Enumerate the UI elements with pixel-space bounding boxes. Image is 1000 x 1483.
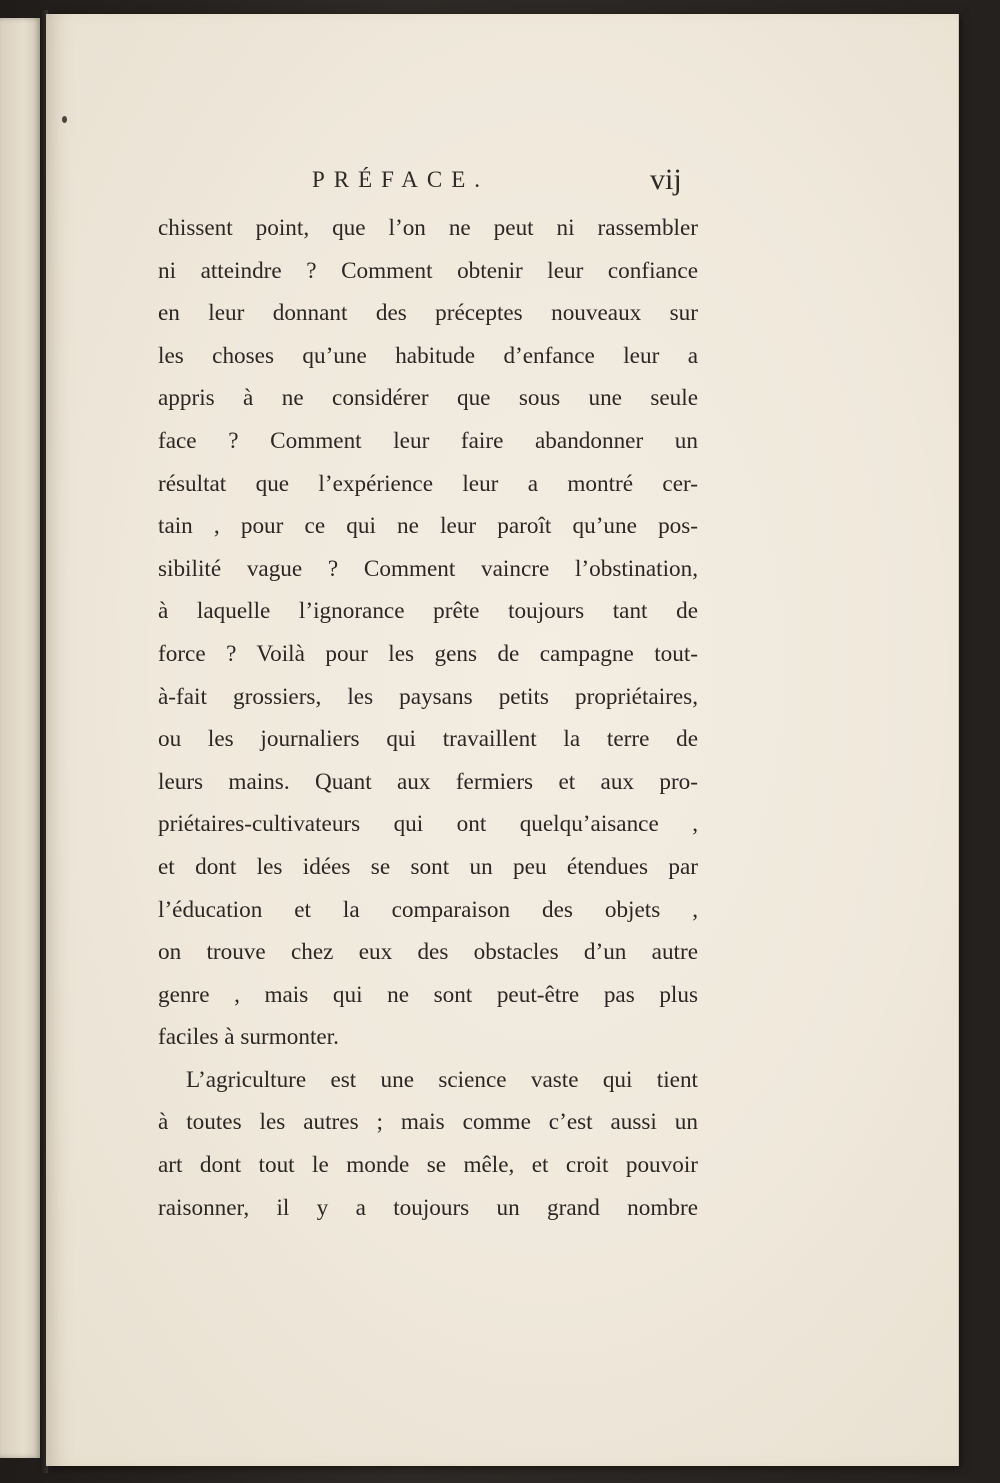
left-page-edge (0, 18, 44, 1458)
paragraph-2 (158, 1059, 698, 1229)
text-line: à toutes les autres ; mais comme c’est aussi un (158, 1109, 698, 1136)
text-line: résultat que l’expérience leur a montré cer- (158, 470, 698, 497)
body-text (158, 207, 698, 1229)
ink-speck (62, 116, 67, 123)
text-line: chissent point, que l’on ne peut ni rassembler (158, 215, 698, 241)
text-line: ou les journaliers qui travaillent la terre de (158, 726, 698, 753)
text-line: à-fait grossiers, les paysans petits propriétaires, (158, 683, 698, 710)
book-page (46, 14, 959, 1466)
text-line: genre , mais qui ne sont peut-être pas plus (158, 981, 698, 1008)
text-line: tain , pour ce qui ne leur paroît qu’une pos- (158, 513, 698, 540)
text-line: on trouve chez eux des obstacles d’un autre (158, 939, 698, 966)
text-line: art dont tout le monde se mêle, et croit pouvoir (158, 1152, 698, 1179)
text-line: priétaires-cultivateurs qui ont quelqu’aisance , (158, 811, 698, 838)
text-line: en leur donnant des préceptes nouveaux sur (158, 300, 698, 327)
text-line: ni atteindre ? Comment obtenir leur confiance (158, 257, 698, 284)
page-number: vij (650, 163, 682, 196)
text-line: faciles à surmonter. (158, 1024, 339, 1051)
paragraph-1 (158, 207, 698, 1059)
text-line: sibilité vague ? Comment vaincre l’obstination, (158, 555, 698, 582)
text-line: face ? Comment leur faire abandonner un (158, 427, 698, 454)
text-line: les choses qu’une habitude d’enfance leur a (158, 342, 698, 369)
running-title: PRÉFACE. (312, 167, 490, 192)
text-line: l’éducation et la comparaison des objets , (158, 896, 698, 923)
text-line: leurs mains. Quant aux fermiers et aux pro- (158, 768, 698, 795)
text-line: à laquelle l’ignorance prête toujours tant de (158, 598, 698, 625)
text-line: raisonner, il y a toujours un grand nombre (158, 1194, 698, 1221)
text-line: et dont les idées se sont un peu étendues par (158, 853, 698, 880)
text-line: L’agriculture est une science vaste qui tient (186, 1066, 698, 1093)
page-header (46, 163, 958, 207)
text-line: force ? Voilà pour les gens de campagne tout- (158, 640, 698, 667)
text-line: appris à ne considérer que sous une seule (158, 385, 698, 412)
